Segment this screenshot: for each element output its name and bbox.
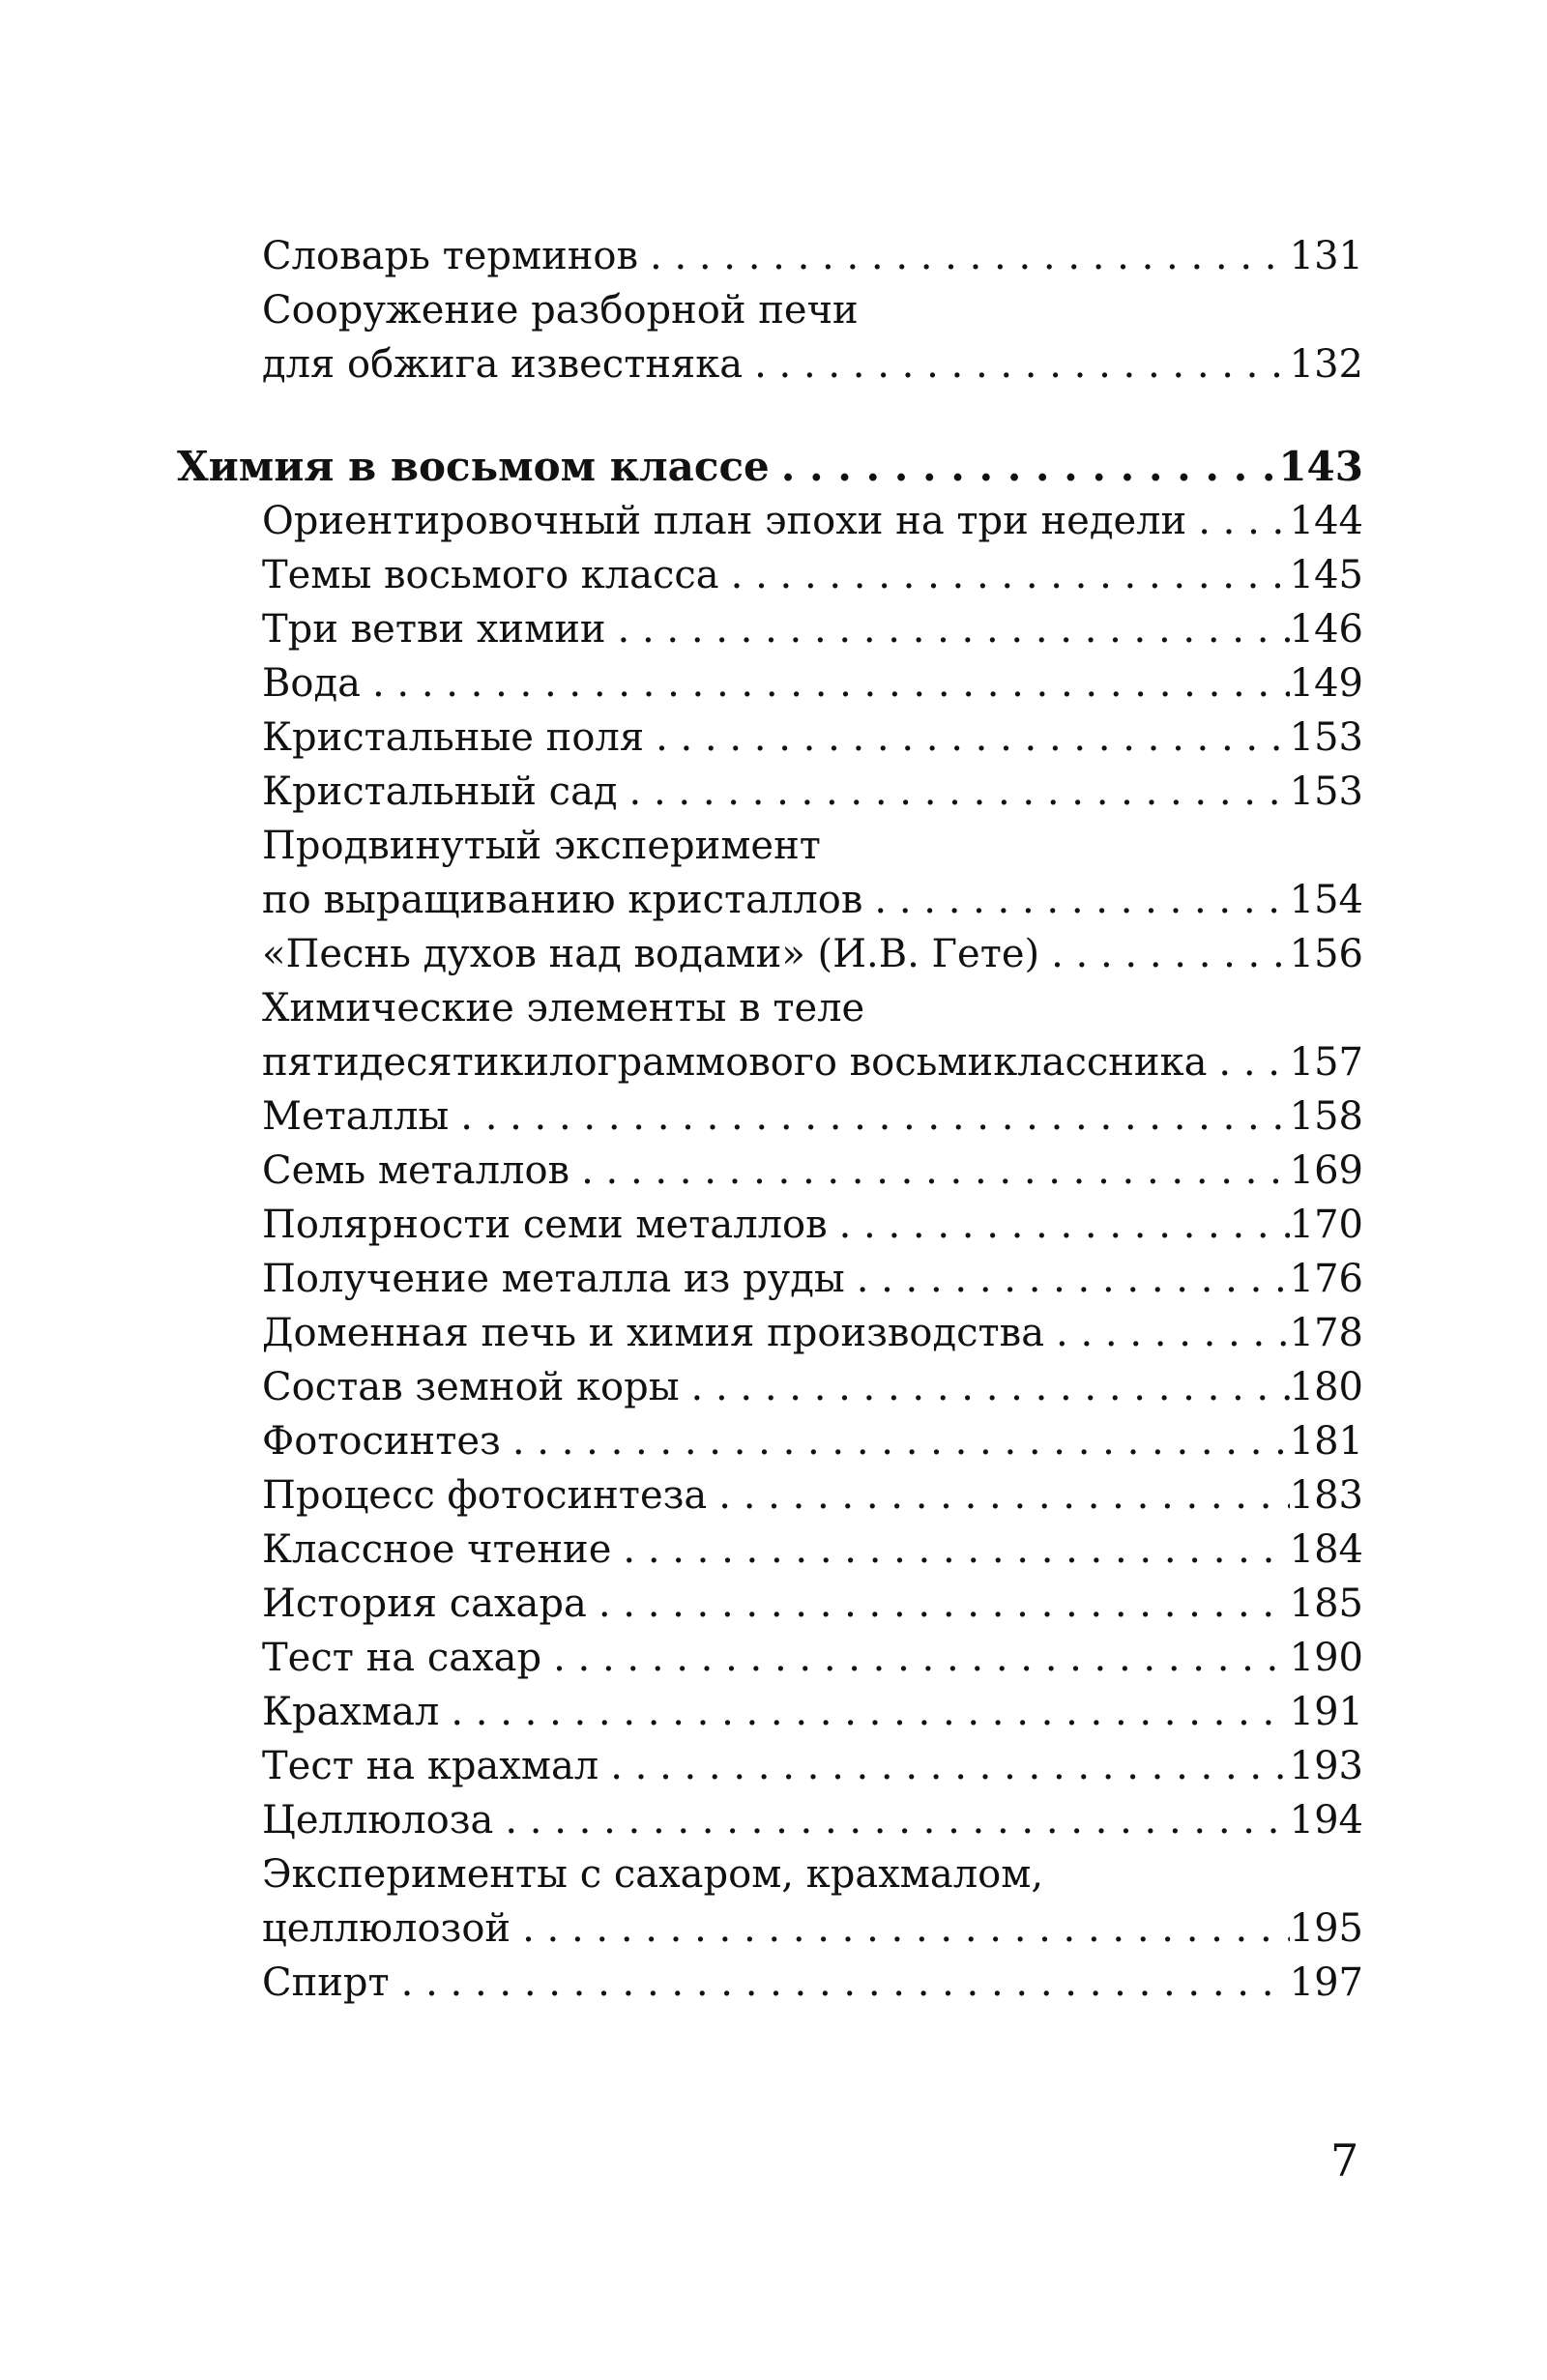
toc-line <box>177 229 1363 283</box>
entry-title: «Песнь духов над водами» (И.В. Гете) <box>262 932 1040 976</box>
dot-leader <box>541 1631 1290 1685</box>
entry-title: Классное чтение <box>262 1527 612 1572</box>
dot-leader <box>1186 494 1289 548</box>
entry-page-number: 195 <box>1289 1906 1363 1951</box>
entry-page-number: 185 <box>1289 1582 1363 1626</box>
toc-chapter-entry <box>177 440 1363 494</box>
toc-line <box>177 1414 1363 1468</box>
toc-line <box>177 1252 1363 1306</box>
toc-entry <box>177 602 1363 656</box>
entry-title: Состав земной коры <box>262 1365 680 1409</box>
dot-leader <box>770 440 1279 494</box>
dot-leader <box>618 765 1290 819</box>
entry-page-number: 144 <box>1289 499 1363 543</box>
entry-page-number: 145 <box>1289 553 1363 597</box>
dot-leader <box>598 1739 1289 1793</box>
entry-title: Металлы <box>262 1094 450 1139</box>
entry-page-number: 170 <box>1289 1203 1363 1247</box>
entry-page-number: 158 <box>1289 1094 1363 1139</box>
dot-leader <box>862 873 1289 927</box>
page-number: 7 <box>1330 2134 1359 2187</box>
toc-line <box>177 1089 1363 1144</box>
entry-title: Тест на крахмал <box>262 1744 599 1788</box>
entry-page-number: 169 <box>1289 1148 1363 1193</box>
entry-page-number: 194 <box>1289 1798 1363 1843</box>
toc-entry <box>177 1252 1363 1306</box>
dot-leader <box>845 1252 1290 1306</box>
dot-leader <box>743 337 1290 392</box>
entry-title: Темы восьмого класса <box>262 553 719 597</box>
toc-line <box>177 1523 1363 1577</box>
dot-leader <box>511 1901 1290 1956</box>
toc-entry <box>177 1468 1363 1523</box>
dot-leader <box>569 1144 1290 1198</box>
toc-entry <box>177 1089 1363 1144</box>
entry-title: Три ветви химии <box>262 607 606 652</box>
toc-entry <box>177 1414 1363 1468</box>
entry-title: Получение металла из руды <box>262 1257 845 1301</box>
entry-title: Полярности семи металлов <box>262 1203 828 1247</box>
toc-line <box>177 1793 1363 1847</box>
entry-title: Доменная печь и химия производства <box>262 1311 1045 1355</box>
dot-leader <box>501 1414 1290 1468</box>
toc-line <box>177 1468 1363 1523</box>
entry-title: Кристальные поля <box>262 715 645 760</box>
entry-page-number: 143 <box>1278 443 1363 490</box>
dot-leader <box>439 1685 1289 1739</box>
entry-title: Процесс фотосинтеза <box>262 1473 708 1518</box>
entry-title: Семь металлов <box>262 1148 570 1193</box>
dot-leader <box>1044 1306 1290 1360</box>
dot-leader <box>606 602 1290 656</box>
toc-line <box>177 711 1363 765</box>
toc-entry <box>177 1793 1363 1847</box>
toc-entry <box>177 765 1363 819</box>
entry-page-number: 154 <box>1289 878 1363 922</box>
toc-line <box>177 440 1363 494</box>
toc-line <box>177 981 1363 1035</box>
entry-page-number: 193 <box>1289 1744 1363 1788</box>
toc-entry <box>177 283 1363 392</box>
chapter-title: Химия в восьмом классе <box>177 443 770 490</box>
toc-entry <box>177 494 1363 548</box>
toc-line <box>177 1901 1363 1956</box>
toc-line <box>177 819 1363 873</box>
entry-title: Вода <box>262 661 361 706</box>
entry-title: Кристальный сад <box>262 769 618 814</box>
dot-leader <box>390 1956 1290 2010</box>
toc-entry <box>177 1847 1363 1956</box>
entry-page-number: 184 <box>1289 1527 1363 1572</box>
toc-line <box>177 1685 1363 1739</box>
dot-leader <box>828 1198 1290 1252</box>
dot-leader <box>493 1793 1289 1847</box>
entry-page-number: 132 <box>1289 342 1363 387</box>
dot-leader <box>361 656 1290 711</box>
entry-title: по выращиванию кристаллов <box>262 878 863 922</box>
entry-page-number: 178 <box>1289 1311 1363 1355</box>
toc-entry <box>177 927 1363 981</box>
dot-leader <box>707 1468 1289 1523</box>
toc-entry <box>177 1198 1363 1252</box>
toc-line <box>177 927 1363 981</box>
toc-line <box>177 1144 1363 1198</box>
table-of-contents <box>177 229 1363 2010</box>
entry-title: для обжига известняка <box>262 342 744 387</box>
toc-entry <box>177 1631 1363 1685</box>
toc-entry <box>177 1523 1363 1577</box>
dot-leader <box>1207 1035 1289 1089</box>
entry-title: Крахмал <box>262 1690 440 1734</box>
toc-line <box>177 1360 1363 1414</box>
toc-line <box>177 1956 1363 2010</box>
entry-page-number: 156 <box>1289 932 1363 976</box>
entry-page-number: 180 <box>1289 1365 1363 1409</box>
dot-leader <box>719 548 1290 602</box>
toc-line <box>177 602 1363 656</box>
toc-line <box>177 765 1363 819</box>
toc-entry <box>177 711 1363 765</box>
entry-page-number: 181 <box>1289 1419 1363 1464</box>
entry-page-number: 183 <box>1289 1473 1363 1518</box>
toc-line <box>177 873 1363 927</box>
toc-line <box>177 1198 1363 1252</box>
entry-title: Сооружение разборной печи <box>262 288 859 333</box>
entry-title: пятидесятикилограммового восьмиклассника <box>262 1040 1208 1085</box>
dot-leader <box>680 1360 1290 1414</box>
toc-line <box>177 548 1363 602</box>
toc-line <box>177 656 1363 711</box>
entry-title: Тест на сахар <box>262 1636 542 1680</box>
entry-page-number: 191 <box>1289 1690 1363 1734</box>
toc-line <box>177 1035 1363 1089</box>
entry-page-number: 146 <box>1289 607 1363 652</box>
toc-entry <box>177 1956 1363 2010</box>
entry-title: История сахара <box>262 1582 587 1626</box>
toc-entry <box>177 656 1363 711</box>
toc-line <box>177 1847 1363 1901</box>
dot-leader <box>449 1089 1289 1144</box>
toc-line <box>177 283 1363 337</box>
toc-entry <box>177 819 1363 927</box>
entry-page-number: 131 <box>1289 234 1363 278</box>
dot-leader <box>611 1523 1289 1577</box>
entry-page-number: 176 <box>1289 1257 1363 1301</box>
toc-entry <box>177 1306 1363 1360</box>
dot-leader <box>644 711 1290 765</box>
toc-line <box>177 1577 1363 1631</box>
entry-page-number: 190 <box>1289 1636 1363 1680</box>
toc-entry <box>177 1144 1363 1198</box>
dot-leader <box>638 229 1290 283</box>
toc-entry <box>177 229 1363 283</box>
toc-entry <box>177 1360 1363 1414</box>
entry-page-number: 157 <box>1289 1040 1363 1085</box>
toc-line <box>177 1631 1363 1685</box>
entry-title: Словарь терминов <box>262 234 639 278</box>
entry-page-number: 197 <box>1289 1960 1363 2005</box>
entry-title: целлюлозой <box>262 1906 511 1951</box>
toc-line <box>177 337 1363 392</box>
entry-title: Спирт <box>262 1960 390 2005</box>
entry-page-number: 153 <box>1289 769 1363 814</box>
toc-entry <box>177 1685 1363 1739</box>
toc-entry <box>177 548 1363 602</box>
toc-entry <box>177 981 1363 1089</box>
toc-entry <box>177 1577 1363 1631</box>
entry-title: Целлюлоза <box>262 1798 494 1843</box>
entry-title: Продвинутый эксперимент <box>262 824 821 868</box>
toc-line <box>177 1739 1363 1793</box>
toc-entry <box>177 1739 1363 1793</box>
entry-page-number: 149 <box>1289 661 1363 706</box>
toc-line <box>177 1306 1363 1360</box>
entry-page-number: 153 <box>1289 715 1363 760</box>
entry-title: Химические элементы в теле <box>262 986 865 1030</box>
entry-title: Фотосинтез <box>262 1419 501 1464</box>
dot-leader <box>587 1577 1290 1631</box>
entry-title: Эксперименты с сахаром, крахмалом, <box>262 1852 1044 1897</box>
toc-line <box>177 494 1363 548</box>
entry-title: Ориентировочный план эпохи на три недели <box>262 499 1187 543</box>
dot-leader <box>1039 927 1290 981</box>
